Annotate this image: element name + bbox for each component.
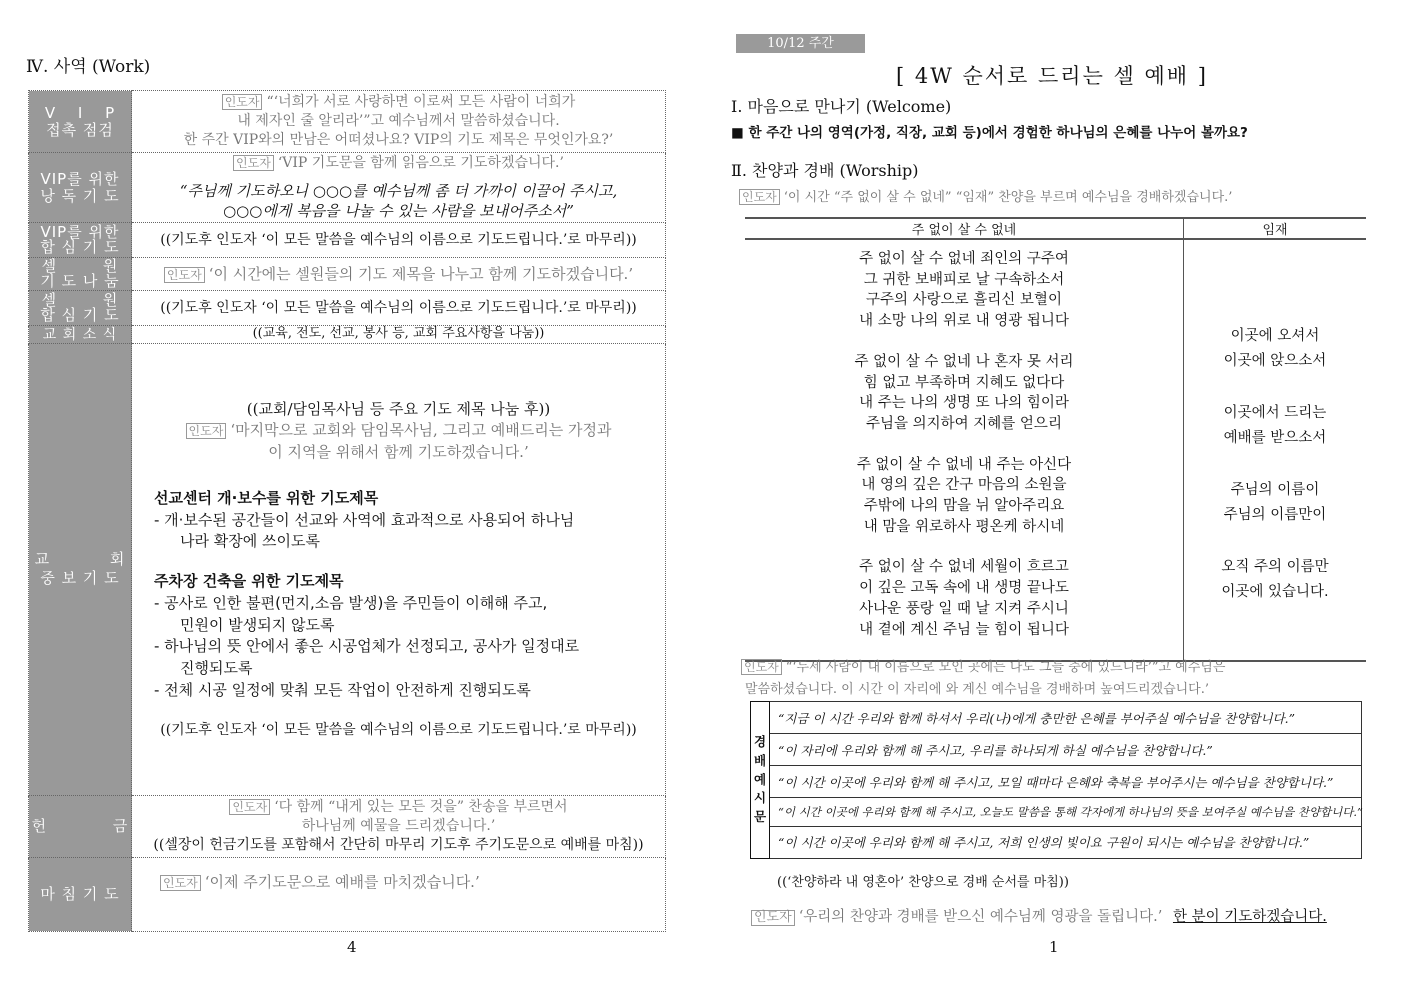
welcome-question: ■ 한 주간 나의 영역(가정, 직장, 교회 등)에서 경험한 하나님의 은혜를 나누어 볼까요? [731,125,1248,141]
lyric-verse [1184,324,1366,374]
vip-unison-content: ((기도후 인도자 ‘이 모든 말씀을 예수님의 이름으로 기도드립니다.’로 마무리)) [132,223,666,258]
lyric-line: 이곳에 오셔서 [1230,328,1320,344]
example-item: “이 시간 이곳에 우리와 함께 해 주시고, 저희 인생의 빛이요 구원이 되시는 예수님을 찬양합니다.” [770,826,1362,858]
work-section-title: Ⅳ. 사역 (Work) [26,57,151,77]
row-vip-prayer [29,153,666,223]
vip-unison-label: VIP를 위한 합 심 기 도 [29,223,132,258]
lyric-verse [745,249,1183,332]
lyric-line: 그 귀한 보배피로 날 구속하소서 [863,271,1065,288]
worship-heading: Ⅱ. 찬양과 경배 (Worship) [731,161,919,180]
lyric-line: 내 곁에 계신 주님 늘 힘이 됩니다 [859,621,1069,638]
church-news-label: 교 회 소 식 [29,326,132,343]
final-request: 한 분이 기도하겠습니다. [1172,909,1327,925]
leader-tag: 인도자 [186,423,227,439]
vip-check-label: V I P 접촉 점검 [29,91,132,153]
lyric-line: 오직 주의 이름만 [1221,559,1329,575]
cell-unison-content: ((기도후 인도자 ‘이 모든 말씀을 예수님의 이름으로 기도드립니다.’로 마무리)) [132,291,666,326]
lyric-line: 이곳에서 드리는 [1223,405,1327,421]
lyric-line: 주님을 의지하여 지혜를 얻으리 [866,415,1062,432]
worship-lead: 인도자 ‘이 시간 “주 없이 살 수 없네” “임재” 찬양을 부르며 예수님을 경배하겠습니다.’ [739,186,1232,205]
vip-prayer-label: VIP를 위한 낭 독 기 도 [29,153,132,223]
example-item: “이 시간 이곳에 우리와 함께 해 주시고, 모일 때마다 은혜와 축복을 부어주시는 예수님을 찬양합니다.” [770,766,1362,798]
lyric-line: 주 없이 살 수 없네 죄인의 구주여 [859,251,1069,267]
leader-tag: 인도자 [751,910,795,926]
leader-tag: 인도자 [739,189,780,205]
closing-prayer-label: 마 침 기 도 [29,857,132,931]
lyric-verse [745,557,1183,640]
left-page [0,0,700,992]
lyric-line: 주 없이 살 수 없네 내 주는 아신다 [856,456,1072,473]
page-title: [ 4W 순서로 드리는 셀 예배 ] [896,64,1208,88]
final-lead: 인도자 ‘우리의 찬양과 경배를 받으신 예수님께 영광을 돌립니다.’ 한 분이 기도하겠습니다. [751,905,1327,926]
vip-check-content: 인도자 “‘너희가 서로 사랑하면 이로써 모든 사람이 너희가 내 제자인 줄 알리라’”고 예수님께서 말씀하셨습니다. 한 주간 VIP와의 만남은 어떠셨나요? VIP의 기도 제목은 무엇인가요?’ [132,91,666,153]
song2-title: 임재 [1184,218,1367,239]
lyric-line: 내 소망 나의 위로 내 영광 됩니다 [859,313,1069,330]
example-item: “지금 이 시간 우리와 함께 하셔서 우리(나)에게 충만한 은혜를 부어주실 예수님을 찬양합니다.” [770,702,1362,734]
welcome-heading: Ⅰ. 마음으로 만나기 (Welcome) [731,97,952,116]
lyric-verse [745,352,1183,435]
lyric-line: 주 없이 살 수 없네 나 혼자 못 서리 [854,353,1074,370]
example-item: “이 시간 이곳에 우리와 함께 해 주시고, 오늘도 말씀을 통해 각자에게 하나님의 뜻을 보여주실 예수님을 찬양합니다.” [770,798,1362,827]
page-number-right: 1 [1049,938,1059,956]
leader-tag: 인도자 [233,155,274,171]
row-cell-share [29,258,666,291]
offering-label: 헌 금 [29,795,132,857]
row-church-news [29,326,666,343]
lyric-verse [1184,555,1366,605]
row-vip-unison [29,223,666,258]
example-item: “이 자리에 우리와 함께 해 주시고, 우리를 하나되게 하실 예수님을 찬양합니다.” [770,734,1362,766]
lyric-line: 내 주는 나의 생명 또 나의 힘이라 [859,395,1069,412]
week-badge: 10/12 주간 [736,34,865,53]
vip-prayer-content: 인도자 ‘VIP 기도문을 함께 읽음으로 기도하겠습니다.’ “주님께 기도하오니 ○○○를 예수님께 좀 더 가까이 이끌어 주시고, ○○○에게 복음을 나눌 수 있는 사람을 보내어주소서” [132,153,666,223]
cell-unison-label: 셀 원 합 심 기 도 [29,291,132,326]
cell-share-content: 인도자 ‘이 시간에는 셀원들의 기도 제목을 나누고 함께 기도하겠습니다.’ [132,258,666,291]
lyric-line: 이곳에 있습니다. [1221,584,1329,600]
lyric-line: 내 맘을 위로하사 평온케 하시네 [863,518,1065,535]
church-news-content: ((교육, 전도, 선교, 봉사 등, 교회 주요사항을 나눔)) [132,326,666,343]
song1-lyrics [745,239,1184,661]
lyric-line: 구주의 사랑으로 흘리신 보혈이 [866,292,1062,309]
church-prayer-content: ((교회/담임목사님 등 주요 기도 제목 나눔 후)) 인도자 ‘마지막으로 교회와 담임목사님, 그리고 예배드리는 가정과 이 지역을 위해서 함께 기도하겠습니다.’ 선교센터 개·보수를 위한 기도제목 - 개·보수된 공간들이 선교와 사역에 효과적으로 사용되어 하나님 나라 확장에 쓰이도록 주차장 건축을 위한 기도제목 - 공사로 인한 불편(먼지,소음 발생)을 주민들이 이해해 주고, 민원이 발생되지 않도록 - 하나님의 뜻 안에서 좋은 시공업체가 선정되고, 공사가 일정대로 진행되도록 - 전체 시공 일정에 맞춰 모든 작업이 안전하게 진행되도록 ((기도후 인도자 ‘이 모든 말씀을 예수님의 이름으로 기도드립니다.’로 마무리)) [132,343,666,795]
row-cell-unison [29,291,666,326]
lyric-line: 주님의 이름만이 [1223,507,1327,523]
church-prayer-label: 교 회 중 보 기 도 [29,343,132,795]
lyric-verse [745,455,1183,538]
leader-tag: 인도자 [160,875,201,891]
leader-tag: 인도자 [222,94,263,110]
leader-tag: 인도자 [741,659,782,675]
lyric-line: 주님의 이름이 [1230,482,1320,498]
lyric-line: 내 영의 깊은 간구 마음의 소원을 [861,477,1067,494]
lyric-line: 이곳에 앉으소서 [1223,353,1327,369]
lyric-verse [1184,478,1366,528]
lyric-line: 사나운 풍랑 일 때 날 지켜 주시니 [859,600,1069,617]
cell-share-label: 셀 원 기 도 나 눔 [29,258,132,291]
row-offering [29,795,666,857]
song1-title: 주 없이 살 수 없네 [745,218,1184,239]
lyric-line: 주 없이 살 수 없네 세월이 흐르고 [859,559,1069,576]
lyric-line: 주밖에 나의 맘을 뉘 알아주리요 [863,498,1065,515]
leader-tag: 인도자 [229,799,270,815]
lyric-line: 예배를 받으소서 [1223,430,1327,446]
lyric-line: 이 깊은 고독 속에 내 생명 끝나도 [859,580,1069,597]
work-table [28,90,666,932]
adoration-lead: 인도자 “‘두세 사람이 내 이름으로 모인 곳에는 나도 그들 중에 있느니라’”고 예수님은 말씀하셨습니다. 이 시간 이 자리에 와 계신 예수님을 경배하며 높여드리겠습니다.’ [741,657,1225,701]
examples-label: 경 배 예 시 문 [751,702,770,859]
adoration-examples-table [750,701,1362,859]
leader-tag: 인도자 [164,267,205,283]
row-vip-check [29,91,666,153]
song-table [745,217,1366,662]
song2-lyrics [1184,239,1367,661]
lyric-verse [1184,401,1366,451]
right-page [701,0,1403,992]
lyric-line: 힘 없고 부족하며 지혜도 없다다 [863,374,1065,391]
closing-prayer-content: 인도자 ‘이제 주기도문으로 예배를 마치겠습니다.’ [132,857,666,931]
row-church-prayer [29,343,666,795]
page-number-left: 4 [347,938,357,956]
row-closing-prayer [29,857,666,931]
offering-content: 인도자 ‘다 함께 “내게 있는 모든 것을” 찬송을 부르면서 하나님께 예물을 드리겠습니다.’ ((셀장이 헌금기도를 포함해서 간단히 마무리 기도후 주기도문으로 예배를 마침)) [132,795,666,857]
closing-note: ((‘찬양하라 내 영혼아’ 찬양으로 경배 순서를 마침)) [777,875,1069,890]
